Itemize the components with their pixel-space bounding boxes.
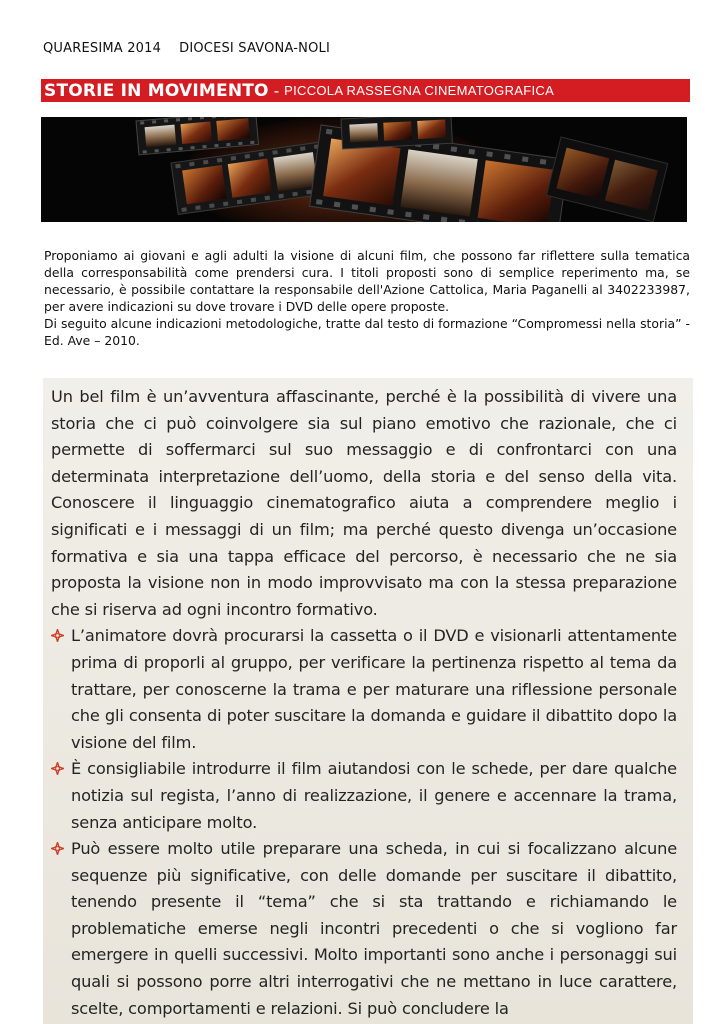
scanned-book-excerpt bbox=[43, 378, 693, 1024]
title-separator: - bbox=[273, 81, 280, 100]
film-strip-image bbox=[41, 117, 687, 222]
ornament-bullet-icon bbox=[51, 762, 64, 775]
scan-bullet-item bbox=[51, 623, 677, 756]
scan-bullet-text-3: Può essere molto utile preparare una scheda, in cui si focalizzano alcune sequenze più significative, con delle domande per suscitare il dibattito, tenendo presente il “tema” che si sta trattando e richiamando le problematiche emerse negli incontri precedenti o che si vogliono far emergere in quelli successivi. Molto importanti sono anche i personaggi sui quali si possono porre altri interrogativi che ne mettano in luce carattere, scelte, comportamenti e relazioni. Si può concludere la bbox=[71, 839, 677, 1018]
scan-bullet-item bbox=[51, 836, 677, 1022]
header-season: QUARESIMA 2014 bbox=[43, 41, 162, 56]
title-subtitle: PICCOLA RASSEGNA CINEMATOGRAFICA bbox=[284, 83, 555, 98]
title-main: STORIE IN MOVIMENTO bbox=[44, 80, 269, 101]
ornament-bullet-icon bbox=[51, 842, 64, 855]
scan-paragraph: Un bel film è un’avventura affascinante, perché è la possibilità di vivere una storia che ci può coinvolgere sia sul piano emotivo che razionale, che ci permette di soffermarci sul suo messaggio e di confrontarci con una determinata interpretazione dell’uomo, della storia e del senso della vita. Conoscere il linguaggio cinematografico aiuta a comprendere meglio i significati e i messaggi di un film; ma perché questo divenga un’occasione formativa e sia una tappa efficace del percorso, è necessario che ne sia proposta la visione non in modo improvvisato ma con la stessa preparazione che si riserva ad ogni incontro formativo. bbox=[51, 387, 677, 619]
scan-bullet-text-2: È consigliabile introdurre il film aiutandosi con le schede, per dare qualche notizia sul regista, l’anno di realizzazione, il genere e accennare la trama, senza anticipare molto. bbox=[71, 759, 677, 832]
intro-paragraph-2: Di seguito alcune indicazioni metodologiche, tratte dal testo di formazione “Compromessi nella storia” - Ed. Ave – 2010. bbox=[44, 316, 690, 348]
film-strip-banner bbox=[41, 117, 687, 222]
header-diocese: DIOCESI SAVONA-NOLI bbox=[179, 41, 331, 56]
ornament-bullet-icon bbox=[51, 629, 64, 642]
scan-bullet-text-1: L’animatore dovrà procurarsi la cassetta o il DVD e visionarli attentamente prima di proporli al gruppo, per verificare la pertinenza rispetto al tema da trattare, per conoscerne la trama e per maturare una riflessione personale che gli consenta di poter suscitare la domanda e guidare il dibattito dopo la visione del film. bbox=[71, 626, 677, 752]
page-header bbox=[43, 41, 330, 56]
intro-paragraph-1: Proponiamo ai giovani e agli adulti la visione di alcuni film, che possono far riflettere sulla tematica della corresponsabilità come prendersi cura. I titoli proposti sono di semplice reperimento ma, se necessario, è possibile contattare la responsabile dell'Azione Cattolica, Maria Paganelli al 3402233987, per avere indicazioni su dove trovare i DVD delle opere proposte. bbox=[44, 248, 690, 314]
intro-text bbox=[44, 247, 690, 349]
scan-bullet-item bbox=[51, 756, 677, 836]
title-bar bbox=[41, 79, 690, 102]
